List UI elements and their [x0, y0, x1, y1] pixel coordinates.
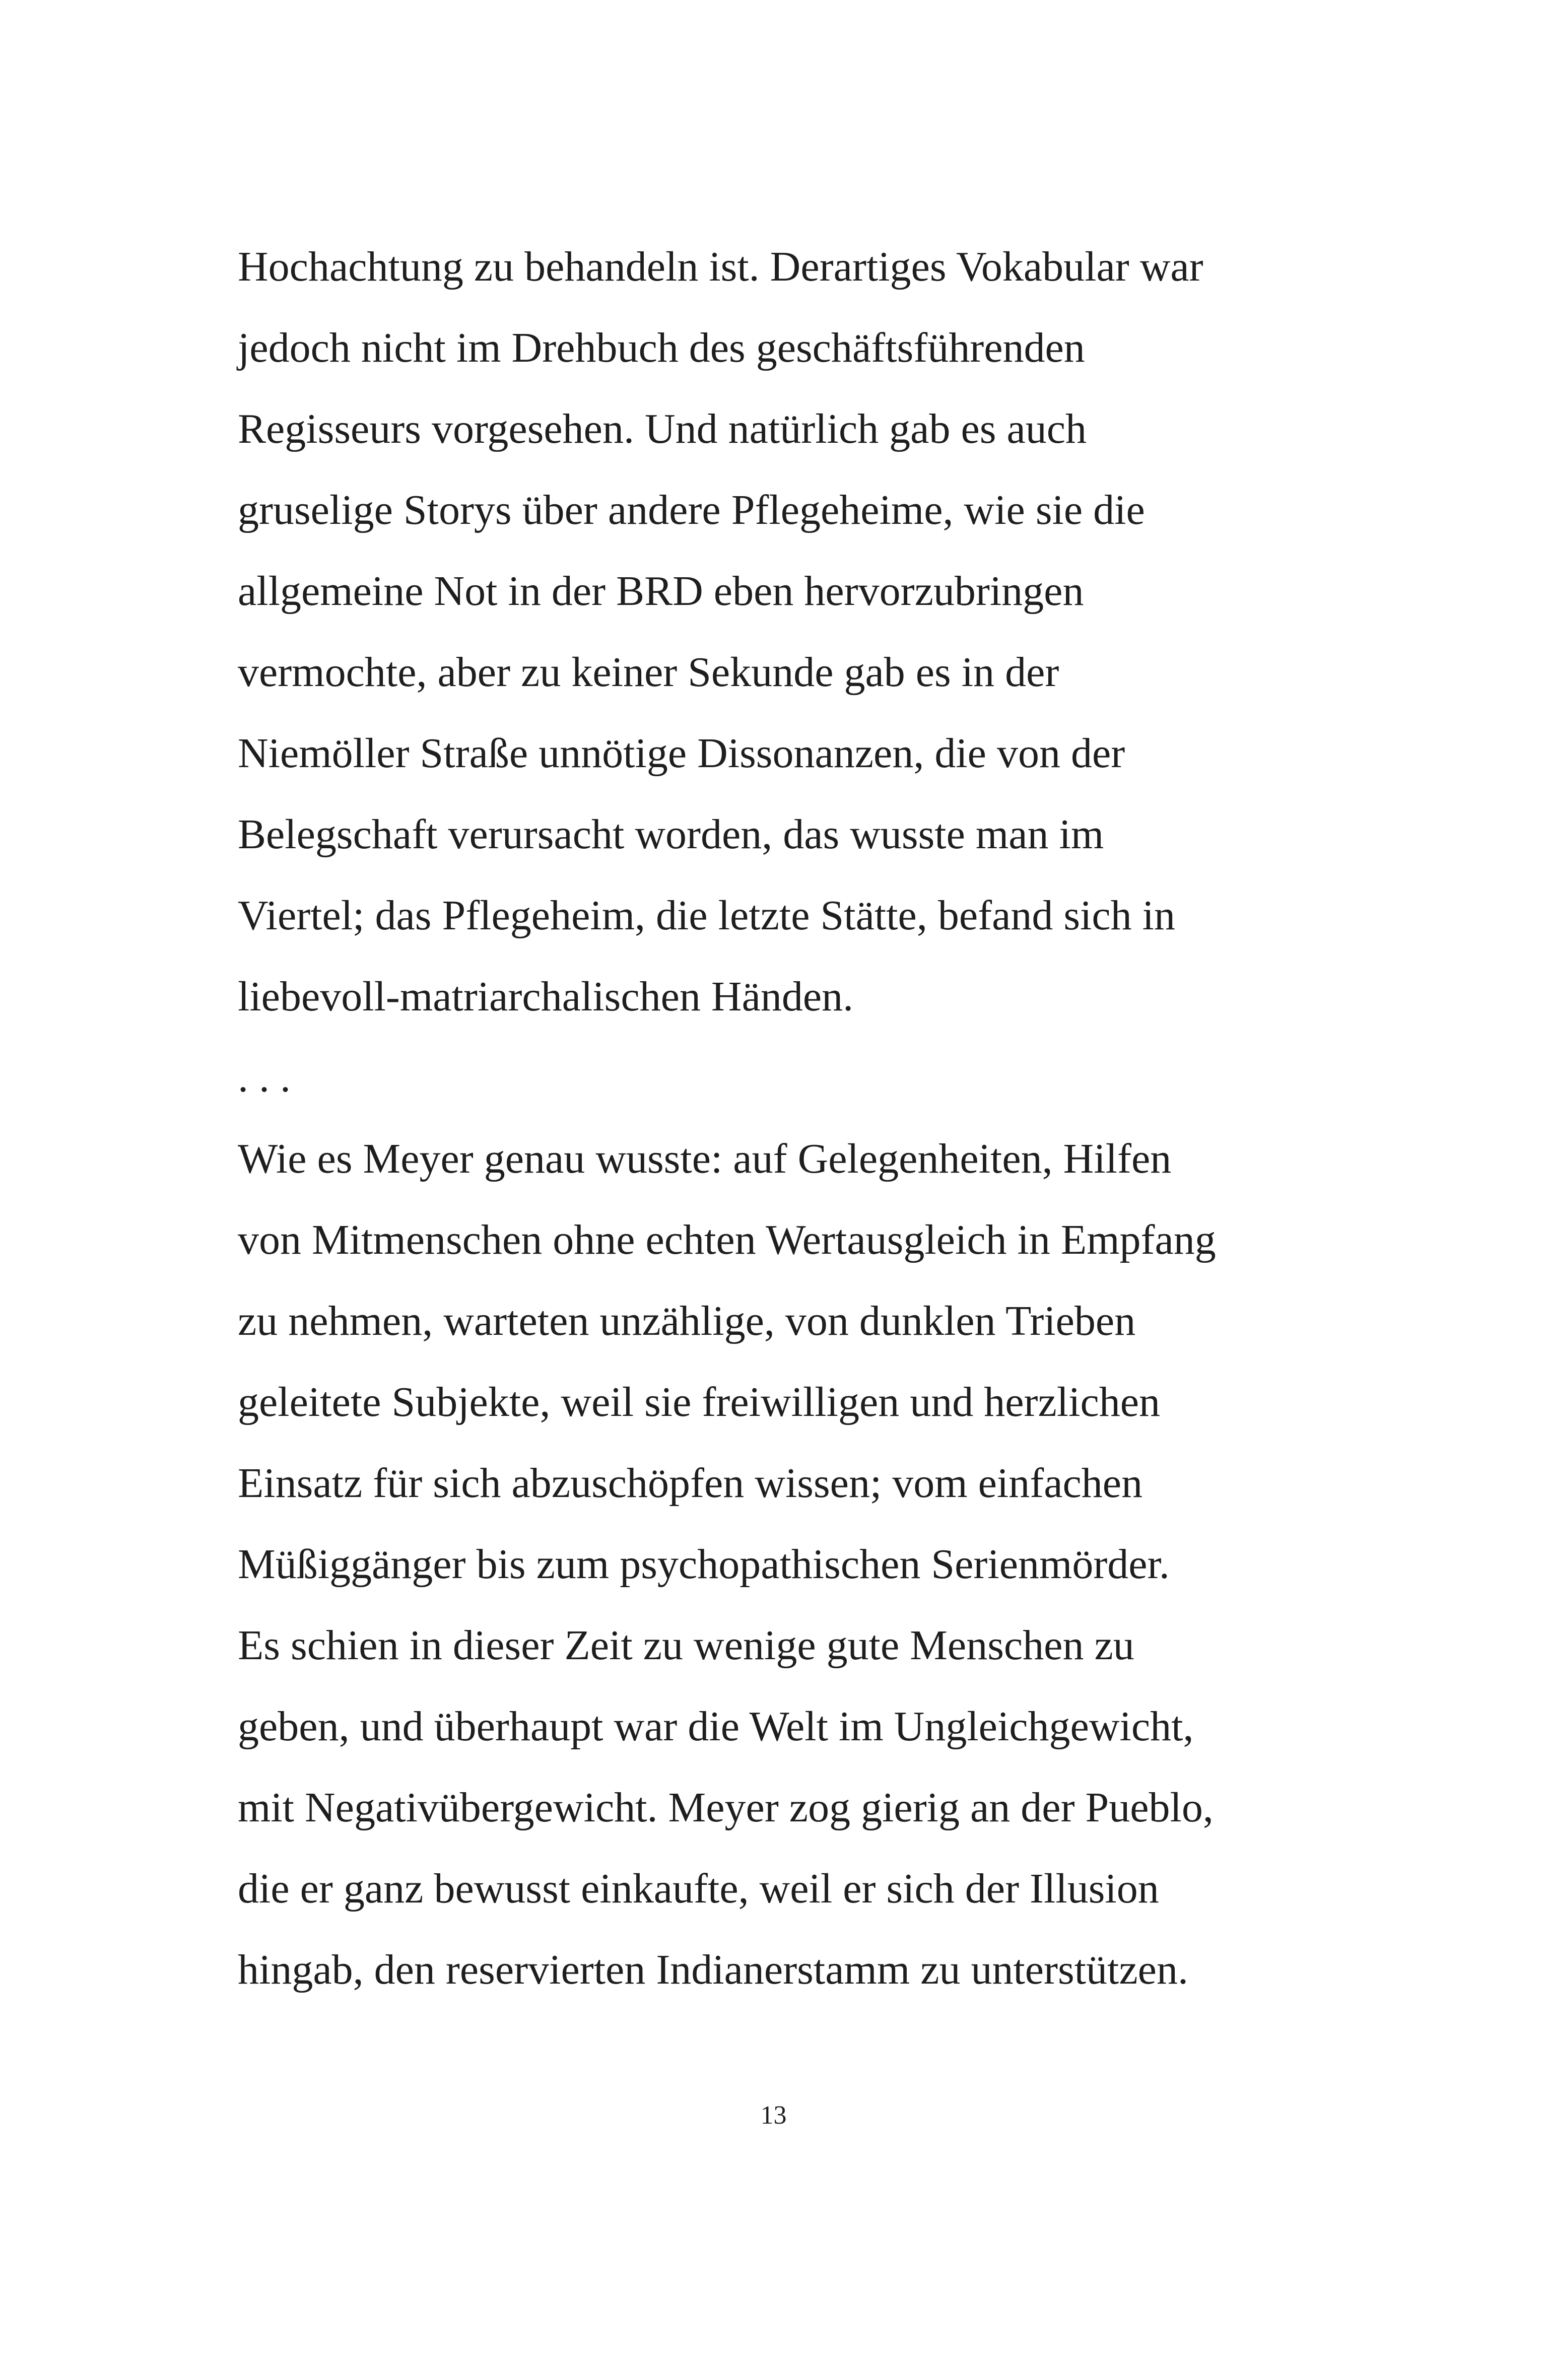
text-line: Müßiggänger bis zum psychopathischen Serienmörder.	[238, 1541, 1170, 1588]
text-line: jedoch nicht im Drehbuch des geschäftsführenden	[238, 324, 1085, 371]
text-line: mit Negativübergewicht. Meyer zog gierig an der Pueblo,	[238, 1784, 1214, 1831]
text-line: Einsatz für sich abzuschöpfen wissen; vom einfachen	[238, 1460, 1143, 1507]
text-line: gruselige Storys über andere Pflegeheime, wie sie die	[238, 487, 1145, 533]
text-line: Es schien in dieser Zeit zu wenige gute Menschen zu	[238, 1622, 1134, 1669]
text-line: liebevoll-matriarchalischen Händen.	[238, 973, 854, 1020]
text-line: hingab, den reservierten Indianerstamm zu unterstützen.	[238, 1946, 1188, 1993]
text-line: Hochachtung zu behandeln ist. Derartiges Vokabular war	[238, 243, 1203, 290]
text-line: die er ganz bewusst einkaufte, weil er sich der Illusion	[238, 1865, 1159, 1912]
section-break: . . .	[238, 1054, 291, 1101]
text-line: von Mitmenschen ohne echten Wertausgleich in Empfang	[238, 1216, 1216, 1263]
text-line: Belegschaft verursacht worden, das wusste man im	[238, 811, 1104, 858]
text-line: Niemöller Straße unnötige Dissonanzen, die von der	[238, 730, 1125, 777]
text-line: zu nehmen, warteten unzählige, von dunklen Trieben	[238, 1298, 1136, 1344]
body-text	[238, 242, 1356, 2026]
text-line: geleitete Subjekte, weil sie freiwilligen und herzlichen	[238, 1379, 1161, 1425]
text-line: Regisseurs vorgesehen. Und natürlich gab es auch	[238, 405, 1087, 452]
text-line: allgemeine Not in der BRD eben hervorzubringen	[238, 568, 1084, 615]
text-line: Viertel; das Pflegeheim, die letzte Stätte, befand sich in	[238, 892, 1176, 939]
text-line: geben, und überhaupt war die Welt im Ungleichgewicht,	[238, 1703, 1194, 1750]
page-number: 13	[760, 2101, 787, 2130]
text-line: vermochte, aber zu keiner Sekunde gab es in der	[238, 649, 1059, 696]
text-line: Wie es Meyer genau wusste: auf Gelegenheiten, Hilfen	[238, 1135, 1172, 1182]
